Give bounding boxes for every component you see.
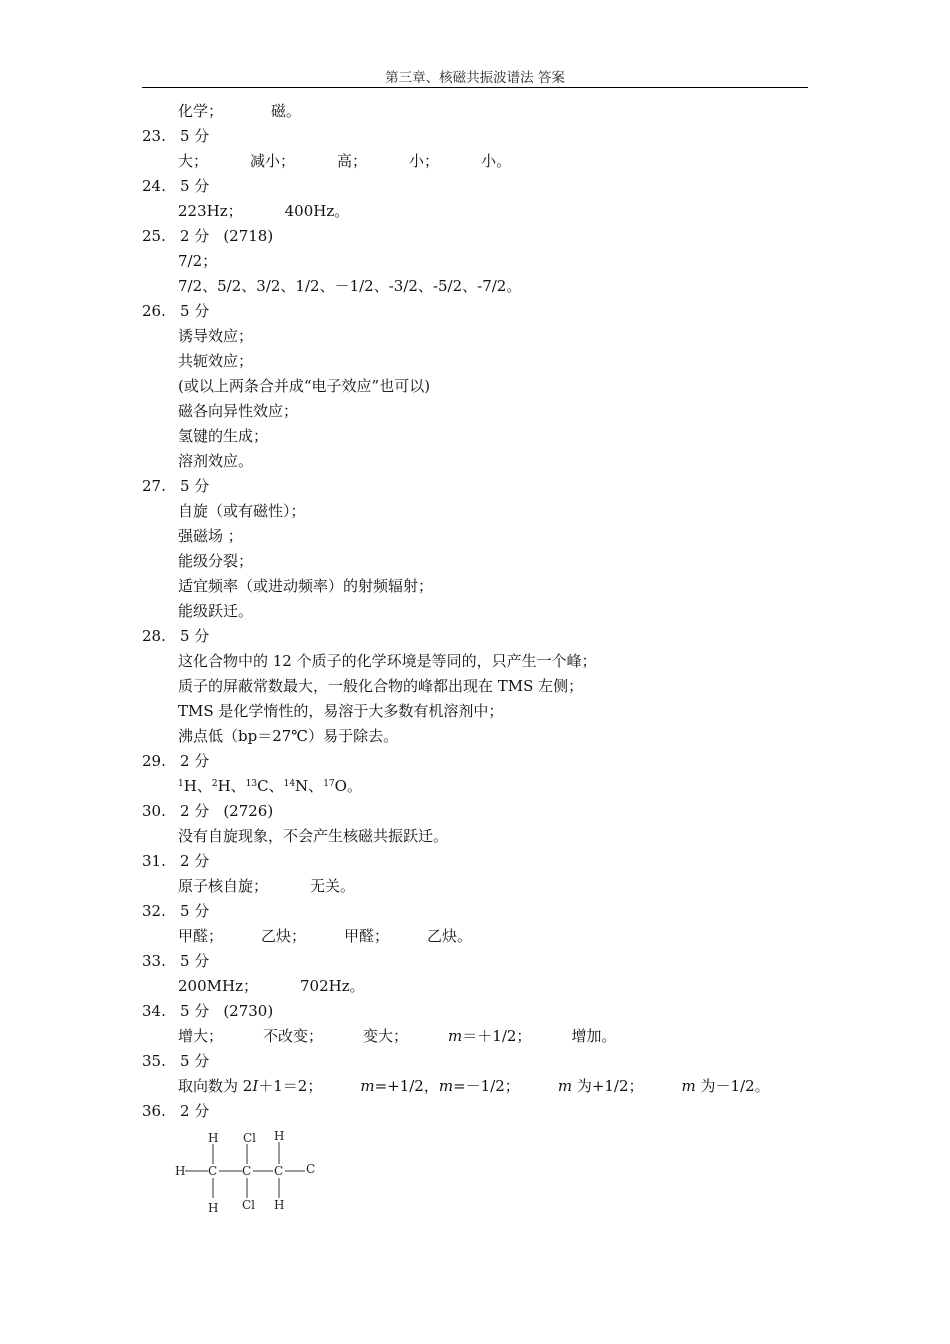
question-26: 26. 5 分: [142, 302, 210, 320]
question-23: 23. 5 分: [142, 127, 210, 145]
question-31: 31. 2 分: [142, 852, 210, 870]
answer-26-item: (或以上两条合并成“电子效应”也可以): [178, 377, 431, 395]
question-28: 28. 5 分: [142, 627, 210, 645]
answer-28-item: 质子的屏蔽常数最大，一般化合物的峰都出现在 TMS 左侧；: [178, 677, 584, 695]
answer-27-item: 能级分裂；: [178, 552, 254, 570]
question-29: 29. 2 分: [142, 752, 210, 770]
answer-31: 原子核自旋； 无关。: [178, 877, 356, 895]
answer-29: $^1$H、$^2$H、$^{13}$C、$^{14}$N、$^{17}$O。: [178, 777, 362, 795]
atom-h: H: [175, 1164, 186, 1178]
answer-28-item: 沸点低（bp＝27℃）易于除去。: [178, 727, 399, 745]
answer-35: 取向数为 2I＋1＝2； m=+1/2，m=－1/2； m 为+1/2； m 为－1/2。: [178, 1077, 770, 1095]
atom-h: H: [274, 1198, 285, 1212]
answer-28-item: 这化合物中的 12 个质子的化学环境是等同的，只产生一个峰；: [178, 652, 597, 670]
answer-22-cont: 化学； 磁。: [178, 102, 302, 120]
question-33: 33. 5 分: [142, 952, 210, 970]
question-36: 36. 2 分: [142, 1102, 210, 1120]
answer-26-item: 氢键的生成；: [178, 427, 269, 445]
page-header: 第三章、核磁共振波谱法 答案: [142, 66, 808, 88]
atom-c: C: [242, 1164, 252, 1178]
answer-27-item: 适宜频率（或进动频率）的射频辐射；: [178, 577, 434, 595]
answer-28-item: TMS 是化学惰性的，易溶于大多数有机溶剂中；: [178, 702, 504, 720]
answer-33: 200MHz； 702Hz。: [178, 977, 365, 995]
atom-h: H: [274, 1129, 285, 1143]
answer-25-b: 7/2、5/2、3/2、1/2、－1/2、-3/2、-5/2、-7/2。: [178, 277, 522, 295]
atom-cl: Cl: [243, 1131, 257, 1145]
answer-34: 增大； 不改变； 变大； m＝＋1/2； 增加。: [178, 1027, 617, 1045]
question-30: 30. 2 分 (2726): [142, 802, 274, 820]
answer-26-item: 溶剂效应。: [178, 452, 254, 470]
atom-c: C: [306, 1162, 316, 1176]
atom-c: C: [208, 1164, 218, 1178]
answer-26-item: 磁各向异性效应；: [178, 402, 299, 420]
question-24: 24. 5 分: [142, 177, 210, 195]
answer-27-item: 自旋（或有磁性）；: [178, 502, 306, 520]
answer-27-item: 能级跃迁。: [178, 602, 254, 620]
question-34: 34. 5 分 (2730): [142, 1002, 274, 1020]
answer-25-a: 7/2；: [178, 252, 218, 270]
structural-formula: [173, 1126, 333, 1221]
atom-h: H: [208, 1201, 219, 1215]
atom-cl: Cl: [242, 1198, 256, 1212]
question-32: 32. 5 分: [142, 902, 210, 920]
question-25: 25. 2 分 (2718): [142, 227, 274, 245]
answer-content: [142, 99, 808, 1124]
atom-h: H: [208, 1131, 219, 1145]
answer-27-item: 强磁场 ；: [178, 527, 243, 545]
question-27: 27. 5 分: [142, 477, 210, 495]
answer-26-item: 共轭效应；: [178, 352, 254, 370]
answer-26-item: 诱导效应；: [178, 327, 254, 345]
answer-24: 223Hz； 400Hz。: [178, 202, 350, 220]
atom-c: C: [274, 1164, 284, 1178]
answer-32: 甲醛； 乙炔； 甲醛； 乙炔。: [178, 927, 473, 945]
question-35: 35. 5 分: [142, 1052, 210, 1070]
answer-23: 大； 减小； 高； 小； 小。: [178, 152, 512, 170]
answer-30: 没有自旋现象，不会产生核磁共振跃迁。: [178, 827, 449, 845]
